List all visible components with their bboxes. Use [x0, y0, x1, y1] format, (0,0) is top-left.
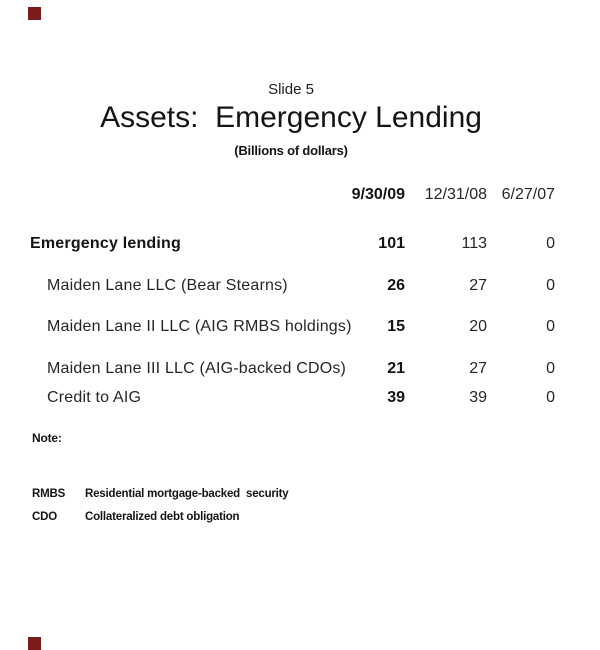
row-label: Maiden Lane LLC (Bear Stearns)	[47, 277, 288, 294]
value-cell: 113	[461, 235, 487, 252]
row-label: Credit to AIG	[47, 389, 142, 406]
value-cell: 27	[469, 360, 487, 377]
page-title: Assets: Emergency Lending	[100, 101, 482, 134]
value-cell: 101	[378, 235, 405, 252]
glossary-definition: Residential mortgage-backed security	[85, 488, 289, 500]
glossary-definition: Collateralized debt obligation	[85, 511, 240, 523]
slide-number: Slide 5	[268, 81, 314, 98]
row-label: Maiden Lane II LLC (AIG RMBS holdings)	[47, 318, 352, 335]
value-cell: 0	[546, 389, 555, 406]
table-row-maiden-lane	[0, 276, 600, 296]
glossary-term: RMBS	[32, 488, 66, 500]
value-cell: 26	[387, 277, 405, 294]
column-header-date-3: 6/27/07	[501, 186, 555, 203]
value-cell: 39	[469, 389, 487, 406]
glossary-term: CDO	[32, 511, 57, 523]
table-row-maiden-lane-ii	[0, 317, 600, 337]
column-header-date-2: 12/31/08	[424, 186, 487, 203]
value-cell: 0	[546, 277, 555, 294]
value-cell: 20	[469, 318, 487, 335]
table-row-credit-to-aig	[0, 388, 600, 408]
value-cell: 15	[387, 318, 405, 335]
value-cell: 21	[387, 360, 405, 377]
table-row-emergency-lending	[0, 234, 600, 254]
glossary-row-cdo	[0, 511, 600, 526]
value-cell: 27	[469, 277, 487, 294]
value-cell: 0	[546, 235, 555, 252]
value-cell: 39	[387, 389, 405, 406]
table-header-row	[0, 185, 600, 205]
row-label: Emergency lending	[30, 235, 181, 252]
column-header-date-1: 9/30/09	[351, 186, 405, 203]
glossary-row-rmbs	[0, 488, 600, 503]
table-row-maiden-lane-iii	[0, 359, 600, 379]
value-cell: 0	[546, 318, 555, 335]
row-label: Maiden Lane III LLC (AIG-backed CDOs)	[47, 360, 347, 377]
page-subtitle: (Billions of dollars)	[234, 143, 348, 158]
note-label: Note:	[32, 431, 62, 445]
value-cell: 0	[546, 360, 555, 377]
